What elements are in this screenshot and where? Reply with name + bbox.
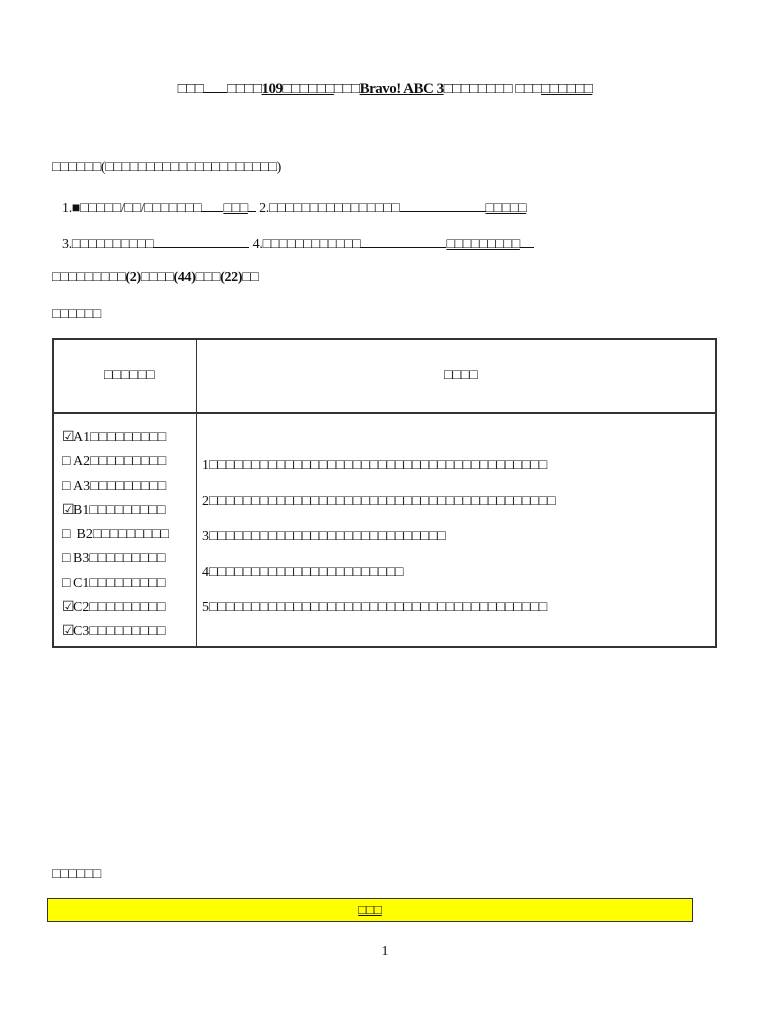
section4-heading: □□□□□□	[52, 867, 101, 882]
title-year: 109	[261, 81, 283, 97]
indicator-code: A2	[73, 454, 91, 470]
hours-text-d: )□□	[237, 270, 259, 285]
indicator-list	[62, 426, 169, 645]
indicator-code: C3	[73, 624, 90, 640]
indicator-item	[62, 499, 169, 523]
indicator-item	[62, 547, 169, 571]
indicator-checkbox[interactable]: □	[62, 478, 71, 494]
indicator-checkbox[interactable]: □	[62, 527, 71, 543]
title-part4: □□□	[333, 81, 360, 97]
title-part6: □□□	[515, 81, 542, 97]
item3-blank	[153, 234, 249, 248]
item4-checkbox[interactable]: □	[262, 237, 271, 252]
highlight-bar-label: □□□	[358, 902, 382, 917]
title-part1: □□□□	[227, 81, 262, 97]
highlight-bar	[47, 898, 693, 922]
item4-num: 4.	[252, 237, 263, 252]
indicator-code: B1	[73, 502, 90, 518]
hours-text-a: □□□□□□□□□(	[52, 270, 130, 285]
objective-list	[202, 448, 556, 626]
indicator-code: A3	[73, 478, 91, 494]
item1-text: □□□□□/□□/□□□□□□□	[80, 201, 202, 216]
indicator-checkbox[interactable]: □	[62, 551, 71, 567]
title-part3: □□□	[308, 81, 334, 97]
indicator-text: □□□□□□□□□	[92, 527, 169, 543]
item-row-2	[62, 234, 534, 253]
indicator-text: □□□□□□□□□	[90, 478, 167, 494]
indicator-code: C1	[73, 575, 90, 591]
hours-text-b: )□□□□(	[136, 270, 178, 285]
indicator-checkbox[interactable]: ☑	[62, 430, 75, 445]
item1-blank-a	[201, 198, 223, 212]
item4-blank-b	[520, 234, 534, 248]
indicator-table	[52, 338, 717, 648]
indicator-text: □□□□□□□□□	[89, 624, 166, 640]
section1-heading: □□□□□□(□□□□□□□□□□□□□□□□□□□□□)	[52, 160, 281, 175]
indicator-code: A1	[73, 430, 91, 445]
title-book: Bravo! ABC 3	[359, 81, 444, 97]
objective-item: 2□□□□□□□□□□□□□□□□□□□□□□□□□□□□□□□□□□□□□□□□□	[202, 493, 556, 509]
objective-item: 4□□□□□□□□□□□□□□□□□□□□□□□	[202, 564, 404, 580]
item1-fill: □□□	[223, 201, 248, 216]
indicator-text: □□□□□□□□□	[90, 454, 167, 470]
indicator-checkbox[interactable]: ☑	[62, 600, 75, 616]
indicator-item	[62, 596, 169, 620]
page-number: 1	[381, 944, 389, 959]
item4-blank-a	[360, 234, 446, 248]
indicator-code: C2	[73, 600, 90, 616]
title-part7: □□□□□□	[541, 81, 593, 97]
indicator-code: B3	[73, 551, 90, 567]
table-header-objectives: □□□□	[444, 368, 478, 383]
item4-fill: □□□□□□□□□	[446, 237, 520, 252]
document-title	[0, 79, 770, 98]
indicator-text: □□□□□□□□□	[89, 600, 166, 616]
indicator-checkbox[interactable]: ☑	[62, 502, 75, 518]
indicator-item	[62, 475, 169, 499]
table-header-divider	[54, 412, 715, 414]
hours-value-3: 22	[224, 270, 238, 285]
indicator-checkbox[interactable]: □	[62, 575, 71, 591]
indicator-checkbox[interactable]: □	[62, 454, 71, 470]
indicator-item	[62, 450, 169, 474]
item2-num: 2.	[259, 201, 270, 216]
item1-num: 1.	[62, 201, 72, 216]
item2-checkbox[interactable]: □	[269, 201, 278, 216]
indicator-checkbox[interactable]: ☑	[62, 624, 75, 640]
item1-blank-b	[248, 198, 256, 212]
indicator-text: □□□□□□□□□	[90, 430, 167, 445]
title-prefix: □□□	[177, 81, 204, 97]
hours-value-1: 2	[129, 270, 137, 285]
objective-item: 1□□□□□□□□□□□□□□□□□□□□□□□□□□□□□□□□□□□□□□□□	[202, 458, 548, 473]
item-row-1	[62, 198, 526, 217]
indicator-item	[62, 523, 169, 547]
title-part2: □□□	[282, 81, 309, 97]
item2-text: □□□□□□□□□□□□□□□	[277, 201, 400, 216]
item3-text: □□□□□□□□□	[80, 237, 154, 252]
title-part5: □□□□□□□□	[443, 81, 513, 97]
item3-checkbox[interactable]: □	[71, 237, 81, 252]
indicator-item	[62, 426, 169, 450]
item2-blank	[400, 198, 486, 212]
indicator-text: □□□□□□□□□	[89, 575, 166, 591]
item1-checkbox[interactable]: ■	[71, 201, 81, 216]
indicator-item	[62, 572, 169, 596]
section3-heading: □□□□□□	[52, 307, 101, 322]
indicator-text: □□□□□□□□□	[89, 502, 166, 518]
indicator-item	[62, 620, 169, 644]
hours-value-2: 44	[177, 270, 192, 285]
indicator-text: □□□□□□□□□	[89, 551, 166, 567]
item3-num: 3.	[62, 237, 72, 252]
item2-fill: □□□□□	[485, 201, 527, 216]
table-header-indicators: □□□□□□	[104, 368, 155, 383]
indicator-code: B2	[73, 527, 93, 543]
objective-item: 5□□□□□□□□□□□□□□□□□□□□□□□□□□□□□□□□□□□□□□□□	[202, 600, 548, 615]
hours-line	[52, 270, 259, 286]
table-column-divider	[196, 340, 197, 646]
item4-text: □□□□□□□□□□□	[270, 237, 361, 252]
title-blank	[203, 79, 227, 93]
hours-text-c: )□□□(	[191, 270, 225, 285]
objective-item: 3□□□□□□□□□□□□□□□□□□□□□□□□□□□□	[202, 529, 446, 544]
